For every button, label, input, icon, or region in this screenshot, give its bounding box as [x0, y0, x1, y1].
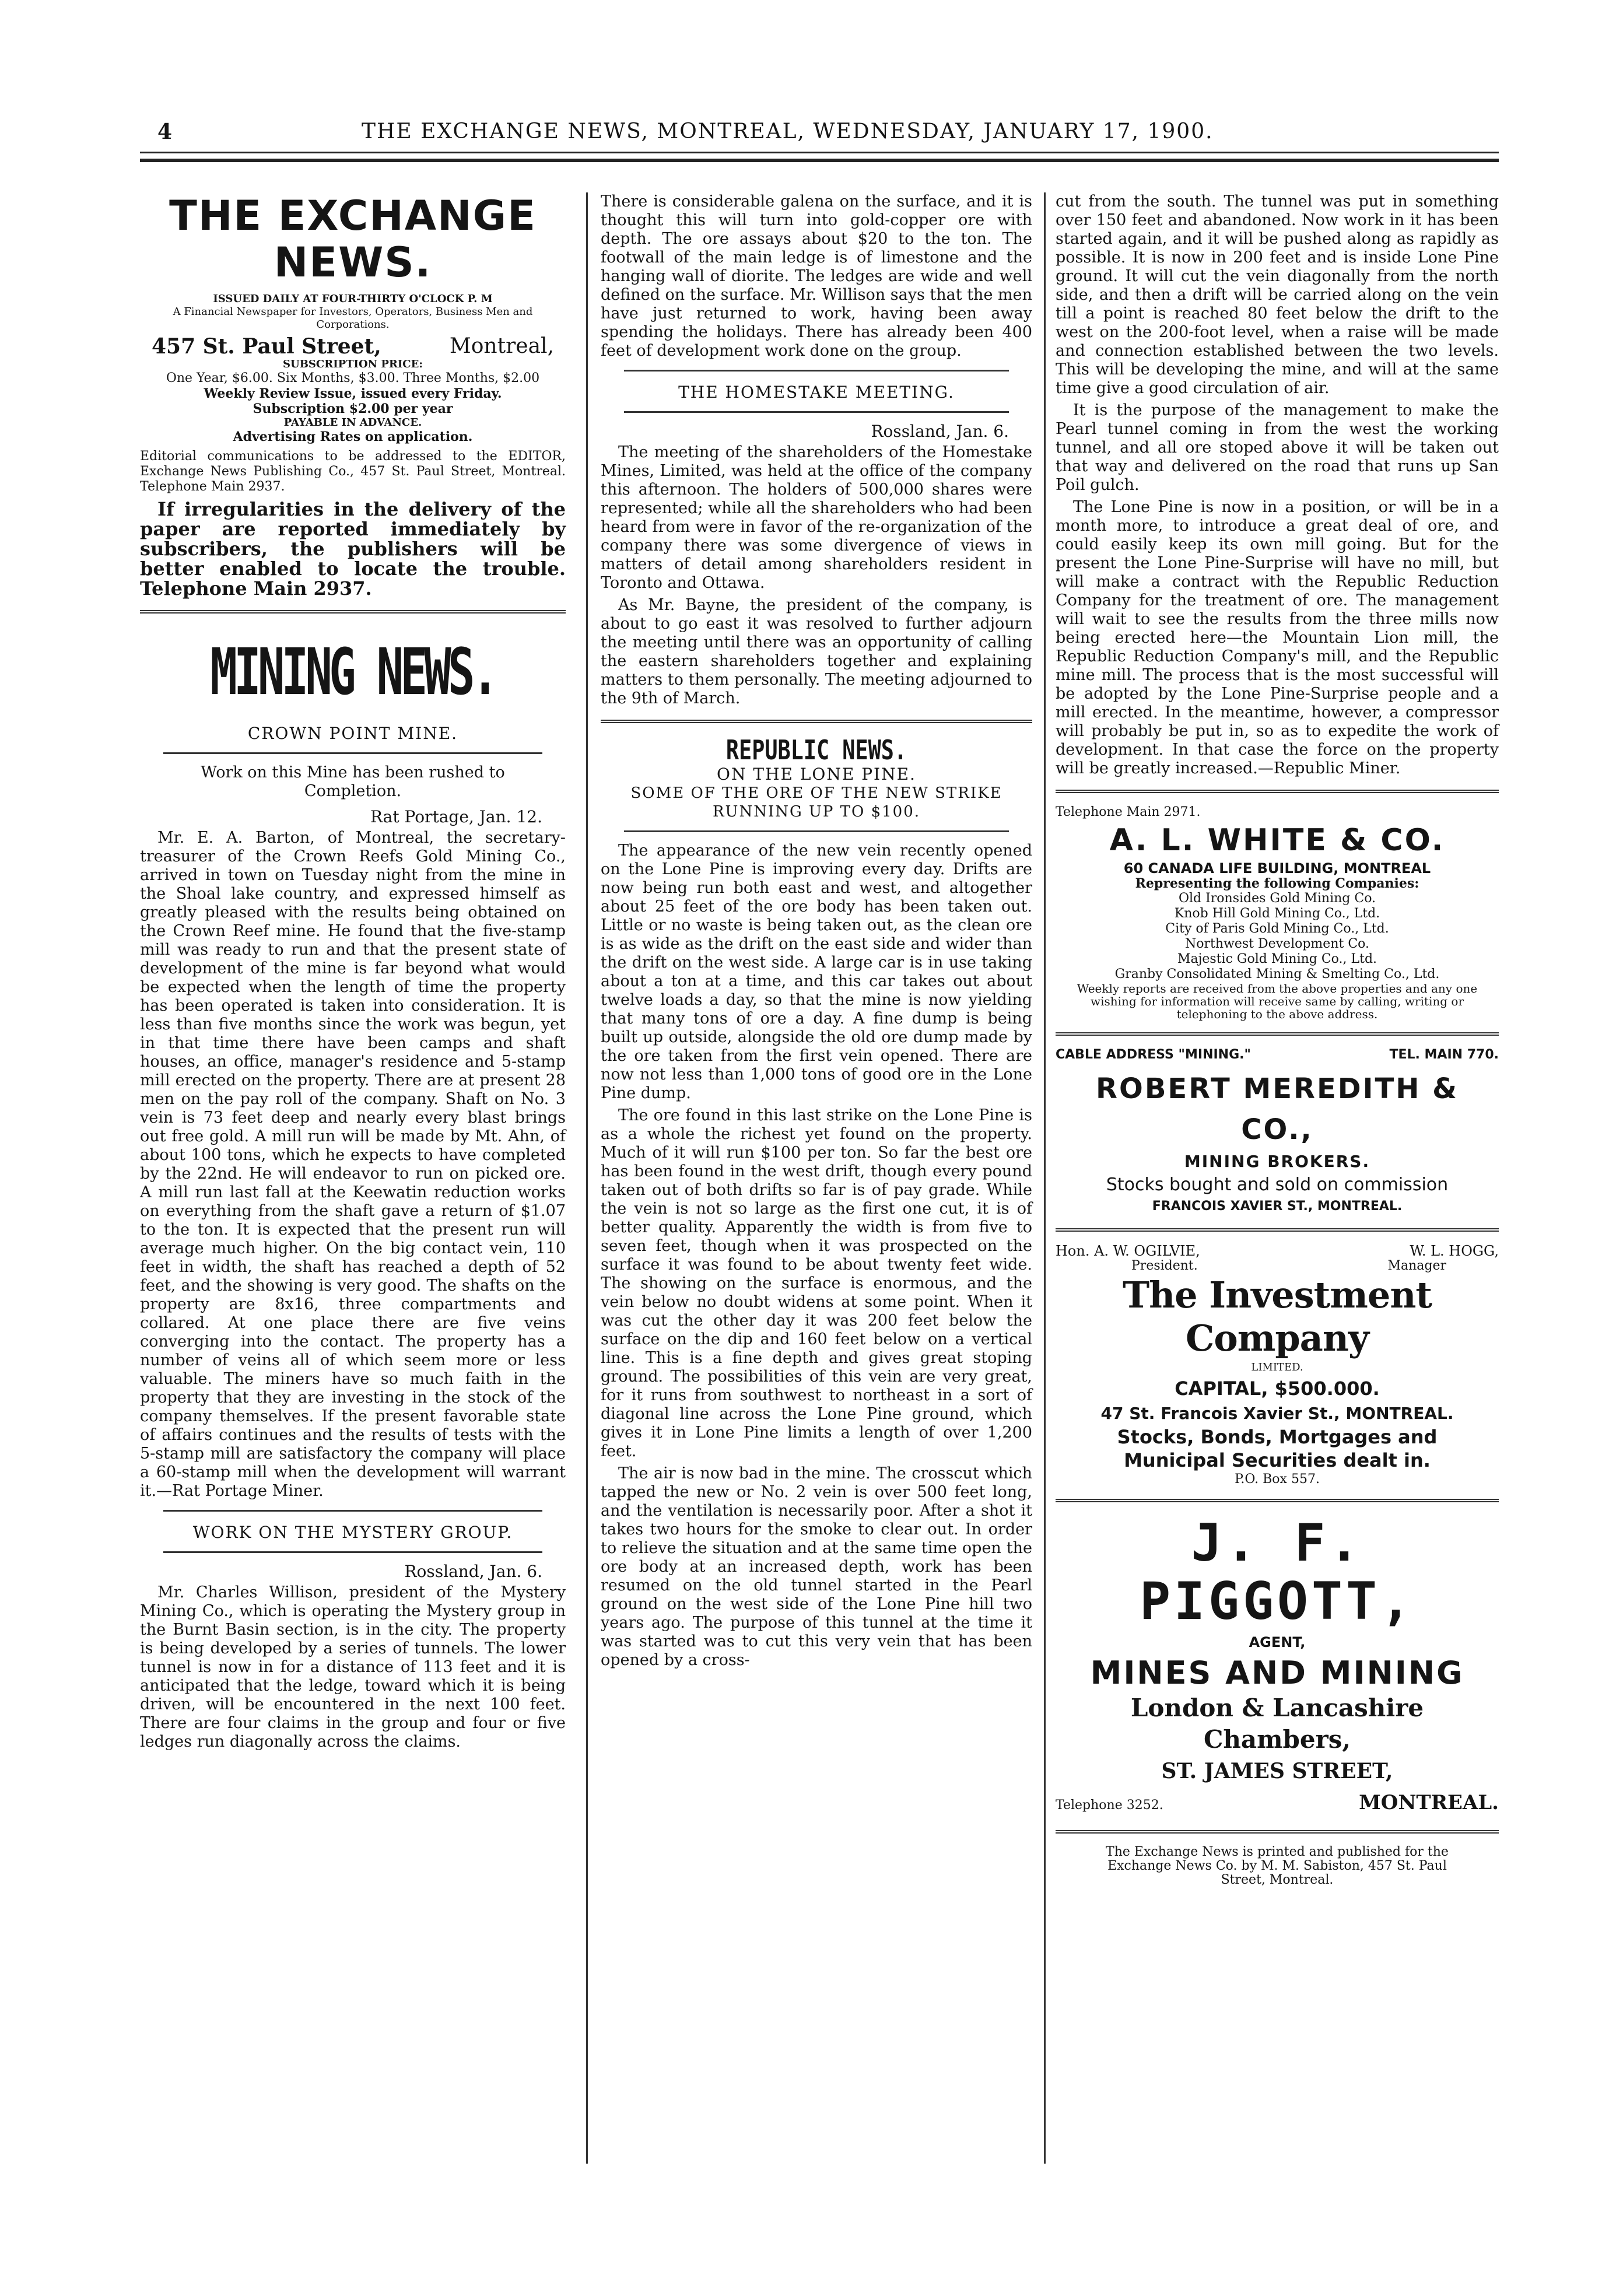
ad-piggott-name: J. F. PIGGOTT,: [1140, 1513, 1415, 1631]
ad-white-note: Weekly reports are received from the above properties and any one wishing for information will receive same by calling, writing or telephoning to the above address.: [1077, 982, 1478, 1021]
ad-white-company-3: City of Paris Gold Mining Co., Ltd.: [1165, 921, 1389, 936]
ads-rule: [1056, 790, 1499, 793]
header-rule-thick: [140, 159, 1499, 162]
ad-piggott-city: MONTREAL.: [1359, 1791, 1499, 1814]
mining-news-header: MINING NEWS.: [210, 635, 496, 709]
ad-investment-limited: LIMITED.: [1251, 1361, 1303, 1373]
ad-investment-president-role: President.: [1131, 1259, 1198, 1273]
lone-pine-continued: cut from the south. The tunnel was put in something over 150 feet and abandoned. Now work in it has been started again, and it will be pushed along as rapidly as possible. It is now in 200 feet and is inside Lone Pine ground. It will cut the vein diagonally from the north side, and then a drift will be carried along on the vein till a point is reached 80 feet below the drift to the west on the 200-foot level, when a raise will be made and connection established between the two levels. This will be developing the mine, and will at the same time give a good circulation of air.: [1056, 192, 1499, 397]
homestake-body-1: The meeting of the shareholders of the Homestake Mines, Limited, was held at the office of the company this afternoon. The holders of 500,000 shares were represented; while all the shareholders who had been heard from were in favor of the re-organization of the company there was some divergence of views in matters of detail among shareholders resident in Toronto and Ottawa.: [601, 443, 1032, 592]
crown-point-subtitle: Work on this Mine has been rushed to Completion.: [201, 763, 505, 800]
ad-white-company-4: Northwest Development Co.: [1184, 937, 1370, 951]
column-1: [140, 192, 566, 1755]
column-3: [1056, 192, 1499, 1887]
crown-point-dateline: Rat Portage, Jan. 12.: [370, 807, 542, 826]
header-rule: [140, 152, 1499, 153]
ad-white-address: 60 CANADA LIFE BUILDING, MONTREAL: [1123, 860, 1431, 877]
article-rule-3: [624, 370, 1009, 371]
ad-investment-line-1: Stocks, Bonds, Mortgages and: [1117, 1426, 1438, 1448]
republic-news-header: REPUBLIC NEWS.: [725, 734, 907, 766]
ad-investment-capital: CAPITAL, $500.000.: [1175, 1377, 1380, 1400]
masthead-title: THE EXCHANGE NEWS.: [169, 192, 537, 286]
ad-rule-1: [1056, 1032, 1499, 1036]
masthead-tagline: A Financial Newspaper for Investors, Operators, Business Men and Corporations.: [173, 306, 533, 331]
ad-rule-2: [1056, 1228, 1499, 1232]
lone-pine-subtitle: SOME OF THE ORE OF THE NEW STRIKE RUNNING UP TO $100.: [630, 784, 1002, 821]
section-rule: [140, 610, 566, 614]
ad-investment-president: Hon. A. W. OGILVIE,: [1056, 1243, 1200, 1259]
subscription-rates: One Year, $6.00. Six Months, $3.00. Three Months, $2.00: [166, 371, 540, 385]
ad-white-company-1: Old Ironsides Gold Mining Co.: [1178, 891, 1376, 906]
advertising-rates: Advertising Rates on application.: [233, 429, 473, 444]
ad-meredith-cable: CABLE ADDRESS "MINING.": [1056, 1047, 1251, 1062]
mystery-group-body: Mr. Charles Willison, president of the Mystery Mining Co., which is operating the Mystery group in the Burnt Basin section, is in the city. The property is being developed by a series of tunnels. The lower tunnel is now in for a distance of 113 feet and it is anticipated that the ledge, toward which it is being driven, will be encountered in the next 100 feet. There are four claims in the group and four or five ledges run diagonally across the claims.: [140, 1583, 566, 1751]
ad-piggott-mines: MINES AND MINING: [1090, 1654, 1464, 1691]
ad-white-company-2: Knob Hill Gold Mining Co., Ltd.: [1174, 906, 1380, 921]
crown-point-body: Mr. E. A. Barton, of Montreal, the secretary-treasurer of the Crown Reefs Gold Mining Co., arrived in town on Tuesday night from the mine in the Shoal lake country, and expressed himself as greatly pleased with the results being obtained on the Crown Reef mine. He found that the five-stamp mill was ready to run and that the present state of development of the mine is far beyond what would be expected when the length of time the property has been operated is taken into consideration. It is less than five months since the work was begun, yet in that time there have been camps and shaft houses, an office, manager's residence and 5-stamp mill erected on the property. There are at present 28 men on the pay roll of the company. Shaft on No. 3 vein is 73 feet deep and nearly every blast brings out free gold. A mill run will be made by Mt. Ahn, of about 100 tons, which he expects to have completed by the 22nd. He will endeavor to run on picked ore. A mill run last fall at the Keewatin reduction works on everything from the shaft gave a return of $1.07 to the ton. It is expected that the present run will average much higher. On the big contact vein, 110 feet in width, the shaft has reached a depth of 52 feet, and the showing is very good. The shafts on the property are 8x16, three compartments and collared. At one place there are five veins converging into the contact. The property has a number of veins all of which seem more or less valuable. The miners have so much faith in the property that they are investing in the stock of the company themselves. If the present favorable state of affairs continues and the results of tests with the 5-stamp mill are satisfactory the company will place a 60-stamp mill when the development will warrant it.—Rat Portage Miner.: [140, 829, 566, 1500]
ad-piggott-london: London & Lancashire Chambers,: [1130, 1694, 1424, 1754]
delivery-notice: If irregularities in the delivery of the paper are reported immediately by subscribers, the publishers will be better enabled to locate the trouble. Telephone Main 2937.: [140, 498, 566, 600]
ad-meredith-name: ROBERT MEREDITH & CO.,: [1096, 1072, 1459, 1146]
column-divider-1: [586, 192, 588, 2164]
ad-meredith: [1056, 1047, 1499, 1217]
lone-pine-body-4: It is the purpose of the management to make the Pearl tunnel coming in from the west the working tunnel, and all ore stoped above it will be taken out that way and delivered on the road that runs up San Poil gulch.: [1056, 401, 1499, 494]
subscription-head: SUBSCRIPTION PRICE:: [283, 358, 423, 370]
crown-point-title: CROWN POINT MINE.: [247, 724, 458, 743]
weekly-subscription: Subscription $2.00 per year: [253, 401, 453, 416]
ad-white-company-5: Majestic Gold Mining Co., Ltd.: [1177, 952, 1377, 966]
homestake-title: THE HOMESTAKE MEETING.: [678, 383, 955, 402]
ad-investment: [1056, 1243, 1499, 1487]
ad-investment-name: The Investment Company: [1122, 1274, 1432, 1359]
ad-piggott-agent: AGENT,: [1249, 1634, 1306, 1650]
lone-pine-title: ON THE LONE PINE.: [717, 765, 916, 784]
ad-investment-manager-role: Manager: [1387, 1259, 1446, 1273]
mystery-group-title: WORK ON THE MYSTERY GROUP.: [192, 1523, 513, 1542]
ad-white-name: A. L. WHITE & CO.: [1109, 823, 1445, 858]
title-rule-2: [163, 1551, 542, 1553]
ad-investment-addr: 47 St. Francois Xavier St., MONTREAL.: [1100, 1404, 1454, 1423]
title-rule: [163, 752, 542, 754]
ad-meredith-sub: MINING BROKERS.: [1184, 1152, 1370, 1171]
mystery-group-continued: There is considerable galena on the surface, and it is thought this will turn into gold-copper ore with depth. The ore assays about $20 to the ton. The footwall of the main ledge is of limestone and the hanging wall of diorite. The ledges are wide and well defined on the surface. Mr. Willison says that the men have just returned to work, having been away spending the holidays. There has already been 400 feet of development work done on the group.: [601, 192, 1032, 360]
ad-white-company-6: Granby Consolidated Mining & Smelting Co., Ltd.: [1114, 967, 1440, 982]
lone-pine-body-3: The air is now bad in the mine. The crosscut which tapped the new or No. 2 vein is over 500 feet long, and the ventilation is necessarily poor. After a shot it takes two hours for the smoke to clear out. In order to relieve the situation and at the same time open the ore body at an increased depth, work has been resumed on the old tunnel started in the Pearl ground on the west side of the Lone Pine hill two years ago. The purpose of this tunnel at the time it was started was to cut this very vein that has been opened by a cross-: [601, 1464, 1032, 1669]
column-2: [601, 192, 1032, 1673]
ad-rule-4: [1056, 1830, 1499, 1834]
ad-piggott-tel: Telephone 3252.: [1056, 1798, 1163, 1813]
payable-notice: PAYABLE IN ADVANCE.: [283, 416, 422, 429]
mystery-group-dateline: Rossland, Jan. 6.: [404, 1562, 542, 1581]
article-rule: [163, 1510, 542, 1512]
masthead-city: Montreal,: [449, 334, 554, 358]
ad-piggott-street: ST. JAMES STREET,: [1161, 1759, 1393, 1783]
ad-white-rep: Representing the following Companies:: [1135, 876, 1419, 891]
masthead-issued: ISSUED DAILY AT FOUR-THIRTY O'CLOCK P. M: [213, 293, 493, 305]
ad-investment-line-2: Municipal Securities dealt in.: [1124, 1449, 1431, 1471]
title-rule-4: [624, 830, 1009, 832]
running-head: THE EXCHANGE NEWS, MONTREAL, WEDNESDAY, JANUARY 17, 1900.: [362, 120, 1214, 143]
title-rule-3: [624, 411, 1009, 413]
page-number: 4: [157, 120, 173, 144]
ad-meredith-addr: FRANCOIS XAVIER ST., MONTREAL.: [1152, 1199, 1403, 1214]
ad-white: [1056, 805, 1499, 1021]
ad-piggott: [1056, 1514, 1499, 1818]
homestake-body-2: As Mr. Bayne, the president of the company, is about to go east it was resolved to further adjourn the meeting until there was an opportunity of calling the eastern shareholders together and explaining matters to them personally. The meeting adjourned to the 9th of March.: [601, 596, 1032, 707]
ad-rule-3: [1056, 1499, 1499, 1502]
ad-meredith-tel: TEL. MAIN 770.: [1389, 1047, 1499, 1062]
printer-notice: The Exchange News is printed and published for the Exchange News Co. by M. M. Sabiston, 457 St. Paul Street, Montreal.: [1106, 1845, 1449, 1887]
ad-meredith-line: Stocks bought and sold on commission: [1106, 1175, 1449, 1195]
section-rule-2: [601, 720, 1032, 723]
ad-investment-box: P.O. Box 557.: [1235, 1472, 1320, 1487]
weekly-review: Weekly Review Issue, issued every Friday.: [204, 386, 502, 401]
masthead-address: 457 St. Paul Street,: [152, 334, 381, 359]
lone-pine-body-1: The appearance of the new vein recently opened on the Lone Pine is improving every day. Drifts are now being run both east and west, and altogether about 25 feet of the ore body has been taken out. Little or no waste is being taken out, as the clean ore is as wide as the drift on the east side and wider than the drift on the west side. A large car is in use taking about a ton at a time, and this car takes out about twelve loads a day, so that the mine is now yielding that many tons of ore a day. A fine dump is being built up outside, alongside the old ore dump made by the ore taken from the first vein opened. There are now not less than 1,000 tons of good ore in the Lone Pine dump.: [601, 842, 1032, 1102]
editorial-communications: Editorial communications to be addressed to the EDITOR, Exchange News Publishing Co., 457 St. Paul Street, Montreal. Telephone Main 2937.: [140, 449, 566, 494]
lone-pine-body-2: The ore found in this last strike on the Lone Pine is as a whole the richest yet found on the property. Much of it will run $100 per ton. So far the best ore has been found in the west drift, though every pound taken out of both drifts so far is of pay grade. While the vein is not so large as the first one cut, it is of better quality. Apparently the width is from five to seven feet, though when it was prospected on the surface it was found to be about twenty feet wide. The showing on the surface is enormous, and the vein below no doubt widens at some point. When it was cut the other day it was 200 feet below the surface on the dip and 160 feet below on a vertical line. This is a fine depth and gives great stoping ground. The possibilities of this vein are very great, for it runs from southwest to northeast in a sort of diagonal line across the Lone Pine ground, which gives it in Lone Pine limits a length of over 1,200 feet.: [601, 1106, 1032, 1460]
ad-white-phone: Telephone Main 2971.: [1056, 805, 1201, 819]
column-divider-2: [1044, 192, 1046, 2164]
ad-investment-manager: W. L. HOGG,: [1410, 1243, 1499, 1259]
homestake-dateline: Rossland, Jan. 6.: [871, 422, 1009, 441]
lone-pine-body-5: The Lone Pine is now in a position, or will be in a month more, to introduce a great deal of ore, and could easily keep its own mill going. But for the present the Lone Pine-Surprise will have no mill, but will make a contract with the Republic Reduction Company for the treatment of ore. The management will wait to see the results from the three mills now being erected here—the Mountain Lion mill, the Republic Reduction Company's mill, and the Republic mine mill. The process that is the most successful will be adopted by the Lone Pine-Surprise people and a mill erected. In the meantime, however, a compressor will probably be put in, so as to expedite the work of development. In that case the force on the property will be greatly increased.—Republic Miner.: [1056, 498, 1499, 777]
